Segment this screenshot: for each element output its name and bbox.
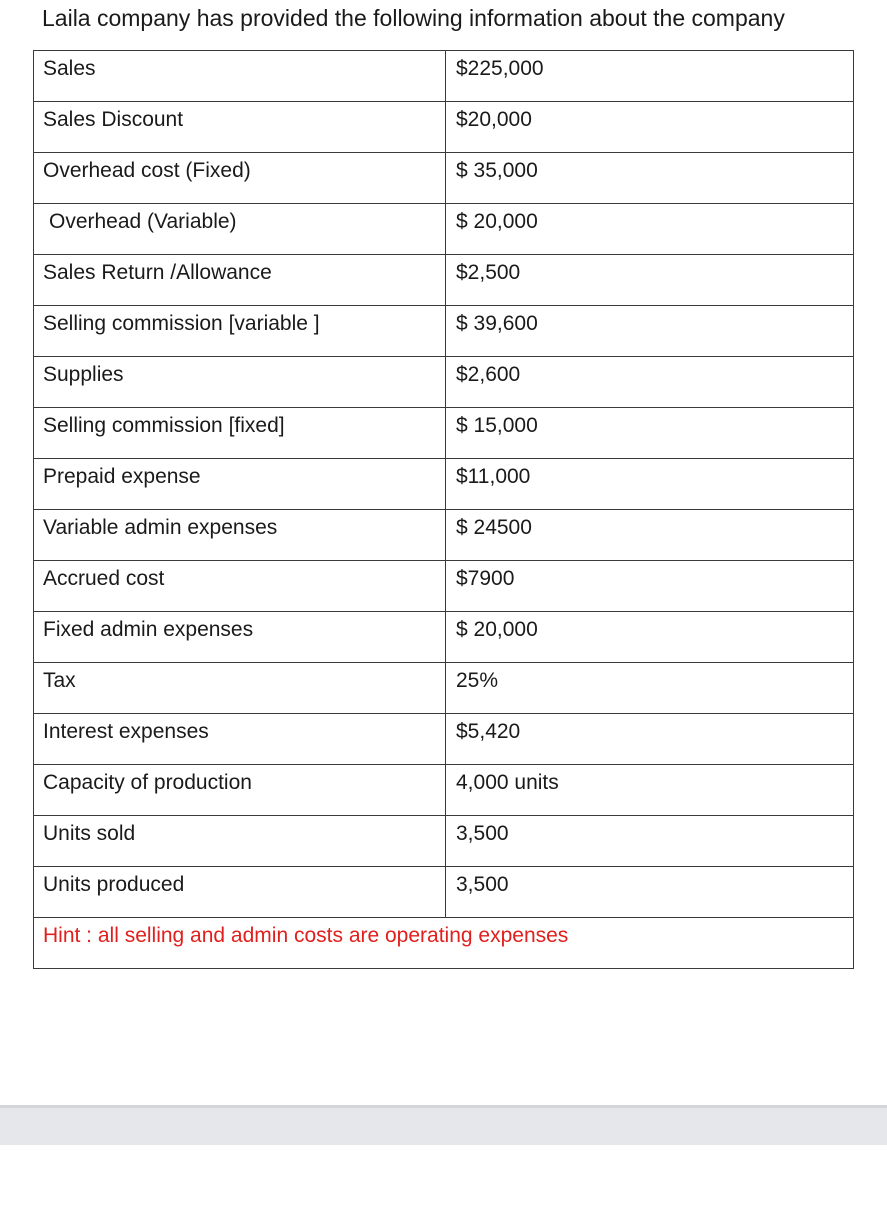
row-label: Sales (34, 51, 446, 102)
row-label: Sales Return /Allowance (34, 255, 446, 306)
table-row (34, 306, 854, 357)
row-value: $ 35,000 (446, 153, 854, 204)
table-row (34, 663, 854, 714)
row-label: Accrued cost (34, 561, 446, 612)
row-label: Overhead cost (Fixed) (34, 153, 446, 204)
table-row (34, 561, 854, 612)
table-row (34, 612, 854, 663)
row-value: 4,000 units (446, 765, 854, 816)
company-info-table (33, 50, 854, 969)
page-title: Laila company has provided the following information about the company (42, 5, 785, 31)
table-row (34, 714, 854, 765)
row-label: Tax (34, 663, 446, 714)
table-row (34, 357, 854, 408)
row-label: Capacity of production (34, 765, 446, 816)
row-value: $ 15,000 (446, 408, 854, 459)
table-row (34, 102, 854, 153)
row-value: 3,500 (446, 816, 854, 867)
row-value: $5,420 (446, 714, 854, 765)
table-row (34, 408, 854, 459)
row-value: 3,500 (446, 867, 854, 918)
row-value: $ 39,600 (446, 306, 854, 357)
hint-row (34, 918, 854, 969)
row-value: $2,500 (446, 255, 854, 306)
row-value: $ 20,000 (446, 204, 854, 255)
table-row (34, 867, 854, 918)
row-label: Units produced (34, 867, 446, 918)
row-value: $ 24500 (446, 510, 854, 561)
table-row (34, 204, 854, 255)
table-row (34, 255, 854, 306)
table-row (34, 510, 854, 561)
row-label: Sales Discount (34, 102, 446, 153)
row-label: Interest expenses (34, 714, 446, 765)
table-row (34, 153, 854, 204)
bottom-bar (0, 1105, 887, 1145)
table-row (34, 816, 854, 867)
row-value: 25% (446, 663, 854, 714)
row-label: Variable admin expenses (34, 510, 446, 561)
row-value: $20,000 (446, 102, 854, 153)
row-label: Fixed admin expenses (34, 612, 446, 663)
table-row (34, 459, 854, 510)
row-value: $11,000 (446, 459, 854, 510)
row-label: Selling commission [variable ] (34, 306, 446, 357)
row-label: Selling commission [fixed] (34, 408, 446, 459)
row-label: Overhead (Variable) (34, 204, 446, 255)
row-label: Supplies (34, 357, 446, 408)
table-row (34, 765, 854, 816)
row-value: $7900 (446, 561, 854, 612)
row-label: Units sold (34, 816, 446, 867)
table-row (34, 51, 854, 102)
row-value: $225,000 (446, 51, 854, 102)
row-value: $ 20,000 (446, 612, 854, 663)
row-label: Prepaid expense (34, 459, 446, 510)
row-value: $2,600 (446, 357, 854, 408)
hint-text: Hint : all selling and admin costs are operating expenses (34, 918, 854, 969)
